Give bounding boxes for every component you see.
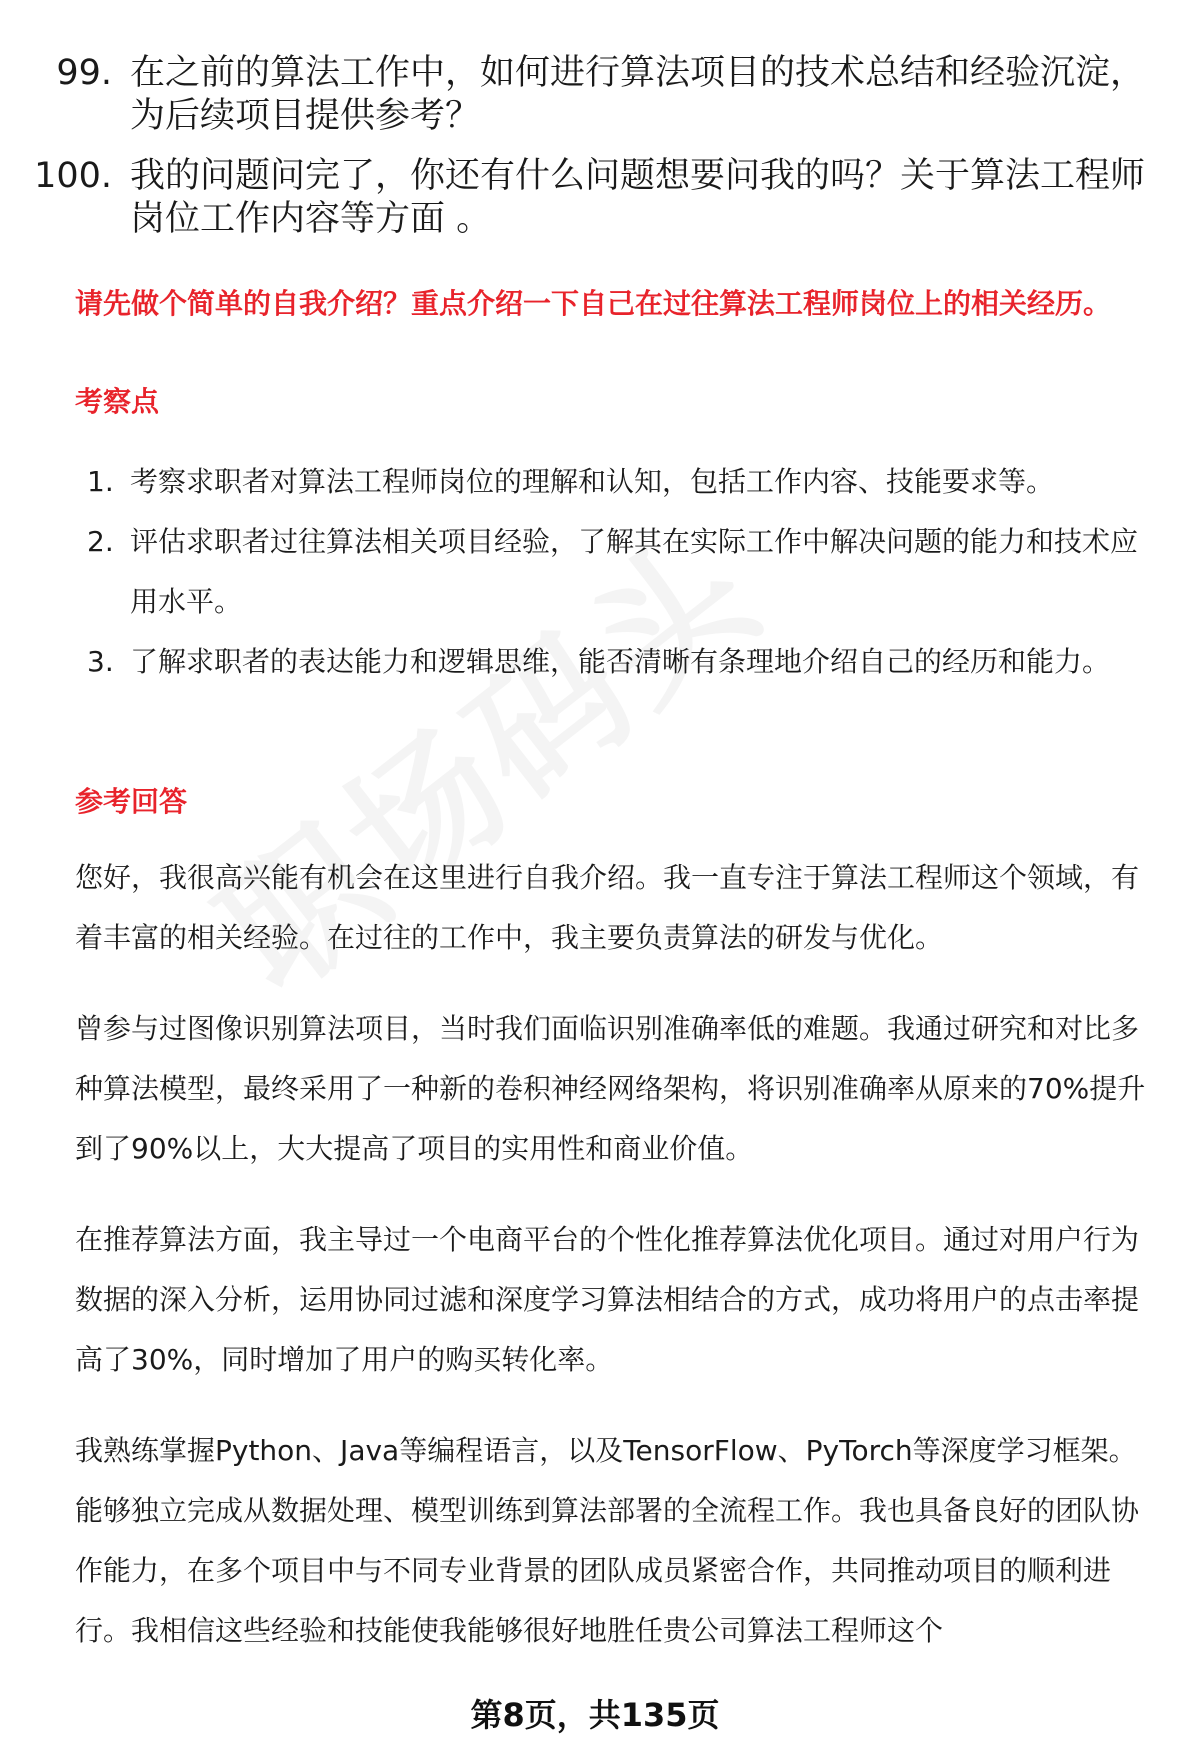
interview-request: 请先做个简单的自我介绍？重点介绍一下自己在过往算法工程师岗位上的相关经历。 [75,287,1112,320]
question-number: 99. [56,53,112,93]
answer-paragraph: 曾参与过图像识别算法项目，当时我们面临识别准确率低的难题。我通过研究和对比多种算法模型，最终采用了一种新的卷积神经网络架构，将识别准确率从原来的70%提升到了90%以上，大大提高了项目的实用性和商业价值。 [75,1012,1146,1165]
list-item-text: 考察求职者对算法工程师岗位的理解和认知，包括工作内容、技能要求等。 [130,465,1055,498]
question-text: 我的问题问完了，你还有什么问题想要问我的吗？关于算法工程师岗位工作内容等方面 。 [130,156,1146,239]
answer-paragraph: 您好，我很高兴能有机会在这里进行自我介绍。我一直专注于算法工程师这个领域，有着丰富的相关经验。在过往的工作中，我主要负责算法的研发与优化。 [75,861,1140,954]
answer-body [75,848,1160,1692]
question-list [0,52,1190,258]
list-item-text: 评估求职者过往算法相关项目经验，了解其在实际工作中解决问题的能力和技术应用水平。 [130,525,1139,618]
answer-paragraph: 我熟练掌握Python、Java等编程语言，以及TensorFlow、PyTorch等深度学习框架。能够独立完成从数据处理、模型训练到算法部署的全流程工作。我也具备良好的团队协作能力，在多个项目中与不同专业背景的团队成员紧密合作，共同推动项目的顺利进行。我相信这些经验和技能使我能够很好地胜任贵公司算法工程师这个 [75,1434,1140,1647]
list-item-text: 了解求职者的表达能力和逻辑思维，能否清晰有条理地介绍自己的经历和能力。 [130,645,1111,678]
question-item [0,52,1190,138]
question-number: 100. [34,156,112,196]
exam-points-heading: 考察点 [75,385,160,418]
list-item-number: 3. [87,645,114,678]
list-item [75,452,1155,512]
list-item [75,632,1155,692]
list-item-number: 2. [87,525,114,558]
question-item [0,155,1190,241]
exam-points-list [75,452,1155,692]
question-text: 在之前的算法工作中，如何进行算法项目的技术总结和经验沉淀，为后续项目提供参考？ [130,53,1146,136]
page-footer: 第8页，共135页 [470,1696,720,1734]
answer-paragraph: 在推荐算法方面，我主导过一个电商平台的个性化推荐算法优化项目。通过对用户行为数据的深入分析，运用协同过滤和深度学习算法相结合的方式，成功将用户的点击率提高了30%，同时增加了用户的购买转化率。 [75,1223,1140,1376]
list-item-number: 1. [87,465,114,498]
answer-heading: 参考回答 [75,785,188,818]
list-item [75,512,1155,632]
